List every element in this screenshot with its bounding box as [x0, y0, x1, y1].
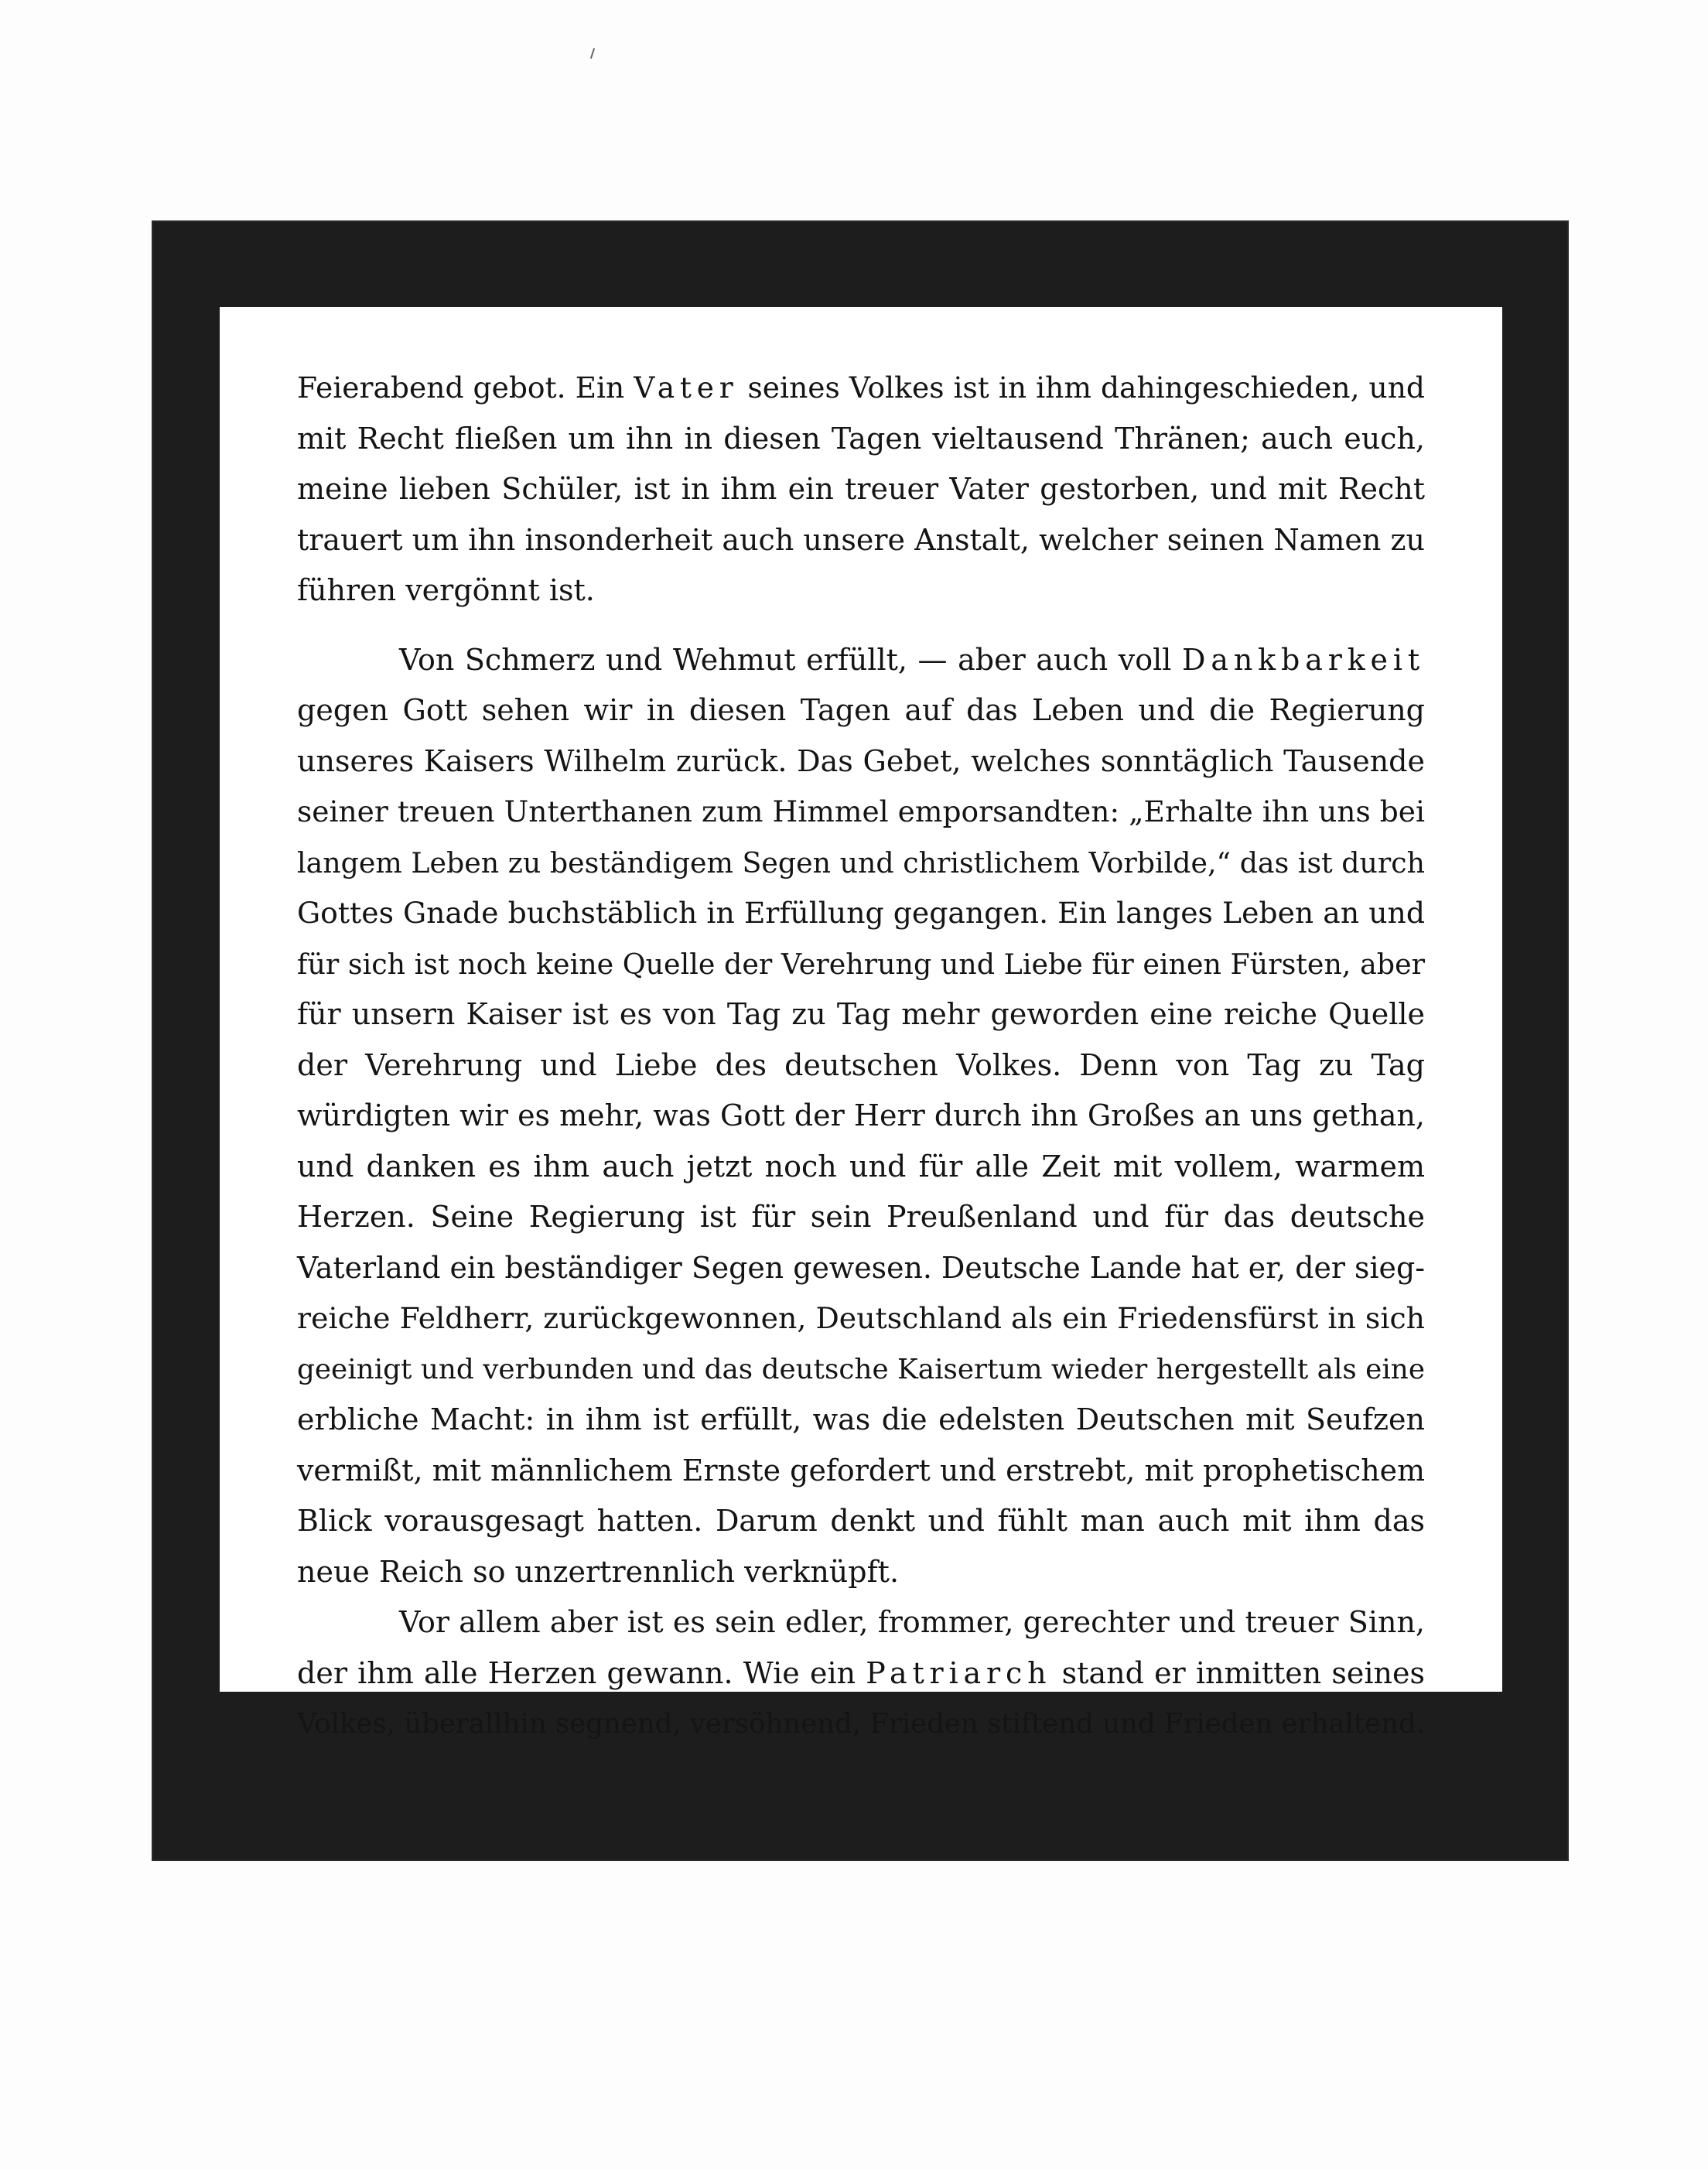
text-line: für sich ist noch keine Quelle der Verehrung und Liebe für einen Fürsten, aber: [297, 947, 1425, 981]
paragraph-gap: [297, 617, 1425, 635]
text-line: meine lieben Schüler, ist in ihm ein treuer Vater gestorben, und mit Recht: [297, 472, 1425, 506]
emphasized-word: Dankbarkeit: [1182, 642, 1425, 677]
text-line: Feierabend gebot. Ein Vater seines Volkes ist in ihm dahingeschieden, und: [297, 371, 1425, 405]
text-line: vermißt, mit männlichem Ernste gefordert und erstrebt, mit prophetischem: [297, 1453, 1425, 1488]
text-line: neue Reich so unzertrennlich verknüpft.: [297, 1554, 900, 1589]
text-line: mit Recht fließen um ihn in diesen Tagen vieltausend Thränen; auch euch,: [297, 421, 1425, 456]
text-line: Herzen. Seine Regierung ist für sein Preußenland und für das deutsche: [297, 1200, 1425, 1234]
emphasized-word: Vater: [634, 371, 739, 405]
text-line: langem Leben zu beständigem Segen und christlichem Vorbilde,“ das ist durch: [297, 845, 1425, 880]
paragraph-2: [297, 635, 1425, 1598]
paragraph-1: [297, 363, 1425, 617]
text-line: geeinigt und verbunden und das deutsche Kaisertum wieder hergestellt als eine: [297, 1353, 1425, 1385]
text-line: für unsern Kaiser ist es von Tag zu Tag mehr geworden eine reiche Quelle: [297, 997, 1425, 1031]
text-line: Vor allem aber ist es sein edler, frommer, gerechter und treuer Sinn,: [399, 1605, 1425, 1639]
text-line: Blick vorausgesagt hatten. Darum denkt und fühlt man auch mit ihm das: [297, 1504, 1425, 1538]
text-line: erbliche Macht: in ihm ist erfüllt, was die edelsten Deutschen mit Seufzen: [297, 1402, 1425, 1436]
text-line: und danken es ihm auch jetzt noch und für alle Zeit mit vollem, warmem: [297, 1149, 1425, 1184]
paragraph-3: [297, 1597, 1425, 1750]
body-text: [297, 363, 1425, 1750]
text-line: Gottes Gnade buchstäblich in Erfüllung gegangen. Ein langes Leben an und: [297, 896, 1425, 930]
text-line: der Verehrung und Liebe des deutschen Volkes. Denn von Tag zu Tag: [297, 1047, 1425, 1082]
text-line: trauert um ihn insonderheit auch unsere Anstalt, welcher seinen Namen zu: [297, 522, 1425, 557]
emphasized-word: Patriarch: [866, 1655, 1052, 1690]
mourning-border-frame: [153, 222, 1567, 1860]
text-line: Volkes, überallhin segnend, versöhnend, Frieden stiftend und Frieden erhaltend.: [297, 1708, 1425, 1740]
text-line: Von Schmerz und Wehmut erfüllt, — aber auch voll Dankbarkeit: [399, 642, 1425, 677]
text-line: seiner treuen Unterthanen zum Himmel emporsandten: „Erhalte ihn uns bei: [297, 794, 1425, 828]
text-line: Vaterland ein beständiger Segen gewesen. Deutsche Lande hat er, der sieg-: [297, 1250, 1425, 1285]
text-line: würdigten wir es mehr, was Gott der Herr durch ihn Großes an uns gethan,: [297, 1098, 1425, 1132]
frame-content-area: [220, 307, 1502, 1740]
text-line: der ihm alle Herzen gewann. Wie ein Patriarch stand er inmitten seines: [297, 1655, 1425, 1690]
text-line: führen vergönnt ist.: [297, 573, 595, 607]
stray-mark: [590, 48, 595, 59]
text-line: reiche Feldherr, zurückgewonnen, Deutschland als ein Friedensfürst in sich: [297, 1301, 1425, 1335]
text-line: gegen Gott sehen wir in diesen Tagen auf das Leben und die Regierung: [297, 693, 1425, 727]
text-line: unseres Kaisers Wilhelm zurück. Das Gebet, welches sonntäglich Tausende: [297, 743, 1425, 778]
